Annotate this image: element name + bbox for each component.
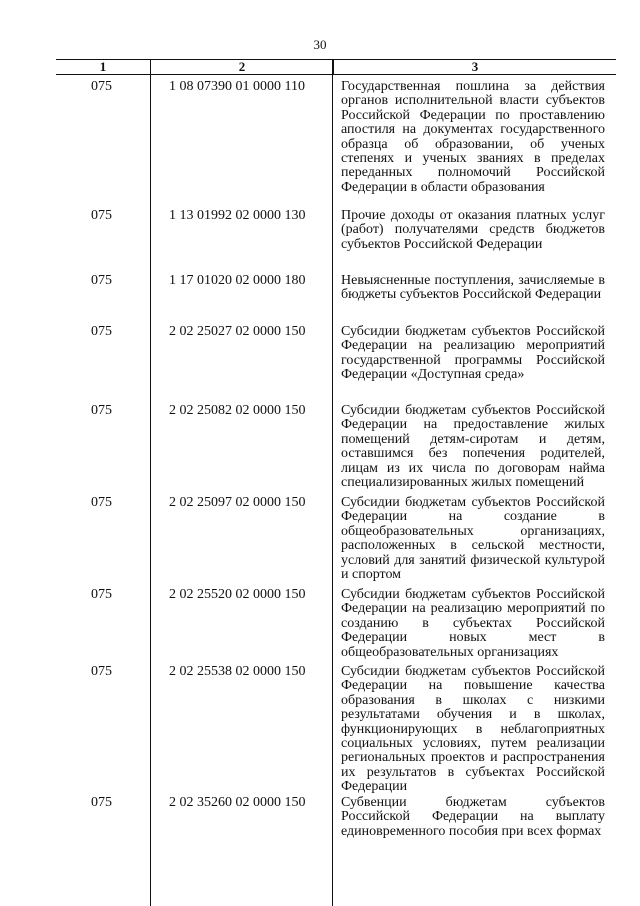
income-description: Субсидии бюджетам субъектов Российской Федерации на повышение качества образования в школах с низкими результатами обучения и в школах, функционирующих в неблагоприятных социальных условиях, путем реализации региональных проектов и распространения их результатов в субъектах Российской Федерации: [341, 664, 605, 795]
income-description: Субсидии бюджетам субъектов Российской Федерации на реализацию мероприятий по созданию в субъектах Российской Федерации новых мест в общеобразовательных организациях: [341, 587, 605, 660]
income-code: 1 17 01020 02 0000 180: [169, 273, 306, 288]
admin-code: 075: [91, 495, 112, 510]
income-description: Субсидии бюджетам субъектов Российской Федерации на создание в общеобразовательных организациях, расположенных в сельской местности, условий для занятий физической культурой и спортом: [341, 495, 605, 583]
page-number: 30: [313, 37, 327, 52]
income-description: Субсидии бюджетам субъектов Российской Федерации на предоставление жилых помещений детям-сиротам и детям, оставшимся без попечения родителей, лицам из их числа по договорам найма специализированных жилых помещений: [341, 403, 605, 491]
income-code: 1 08 07390 01 0000 110: [169, 79, 305, 94]
income-description: Прочие доходы от оказания платных услуг (работ) получателями средств бюджетов субъектов Российской Федерации: [341, 208, 605, 252]
admin-code: 075: [91, 795, 112, 810]
column-divider: [332, 60, 333, 906]
admin-code: 075: [91, 403, 112, 418]
income-description: Субсидии бюджетам субъектов Российской Федерации на реализацию мероприятий государственной программы Российской Федерации «Доступная среда»: [341, 324, 605, 383]
income-code: 2 02 25538 02 0000 150: [169, 664, 306, 679]
admin-code: 075: [91, 587, 112, 602]
income-code: 2 02 25082 02 0000 150: [169, 403, 306, 418]
income-code: 2 02 25027 02 0000 150: [169, 324, 306, 339]
admin-code: 075: [91, 208, 112, 223]
column-header-2: 2: [150, 60, 333, 74]
admin-code: 075: [91, 273, 112, 288]
column-divider: [150, 60, 151, 906]
admin-code: 075: [91, 79, 112, 94]
income-code: 1 13 01992 02 0000 130: [169, 208, 306, 223]
income-description: Субвенции бюджетам субъектов Российской Федерации на выплату единовременного пособия при всех формах: [341, 795, 605, 839]
budget-codes-table: [56, 59, 616, 839]
column-header-1: 1: [99, 59, 107, 74]
income-description: Государственная пошлина за действия органов исполнительной власти субъектов Российской Федерации по проставлению апостиля на документах государственного образца об образовании, об ученых степенях и ученых званиях в пределах переданных полномочий Российской Федерации в области образования: [341, 79, 605, 195]
admin-code: 075: [91, 664, 112, 679]
column-header-3: 3: [333, 60, 616, 74]
income-description: Невыясненные поступления, зачисляемые в бюджеты субъектов Российской Федерации: [341, 273, 605, 303]
income-code: 2 02 25097 02 0000 150: [169, 495, 306, 510]
income-code: 2 02 25520 02 0000 150: [169, 587, 306, 602]
income-code: 2 02 35260 02 0000 150: [169, 795, 306, 810]
admin-code: 075: [91, 324, 112, 339]
table-header: [56, 60, 616, 75]
